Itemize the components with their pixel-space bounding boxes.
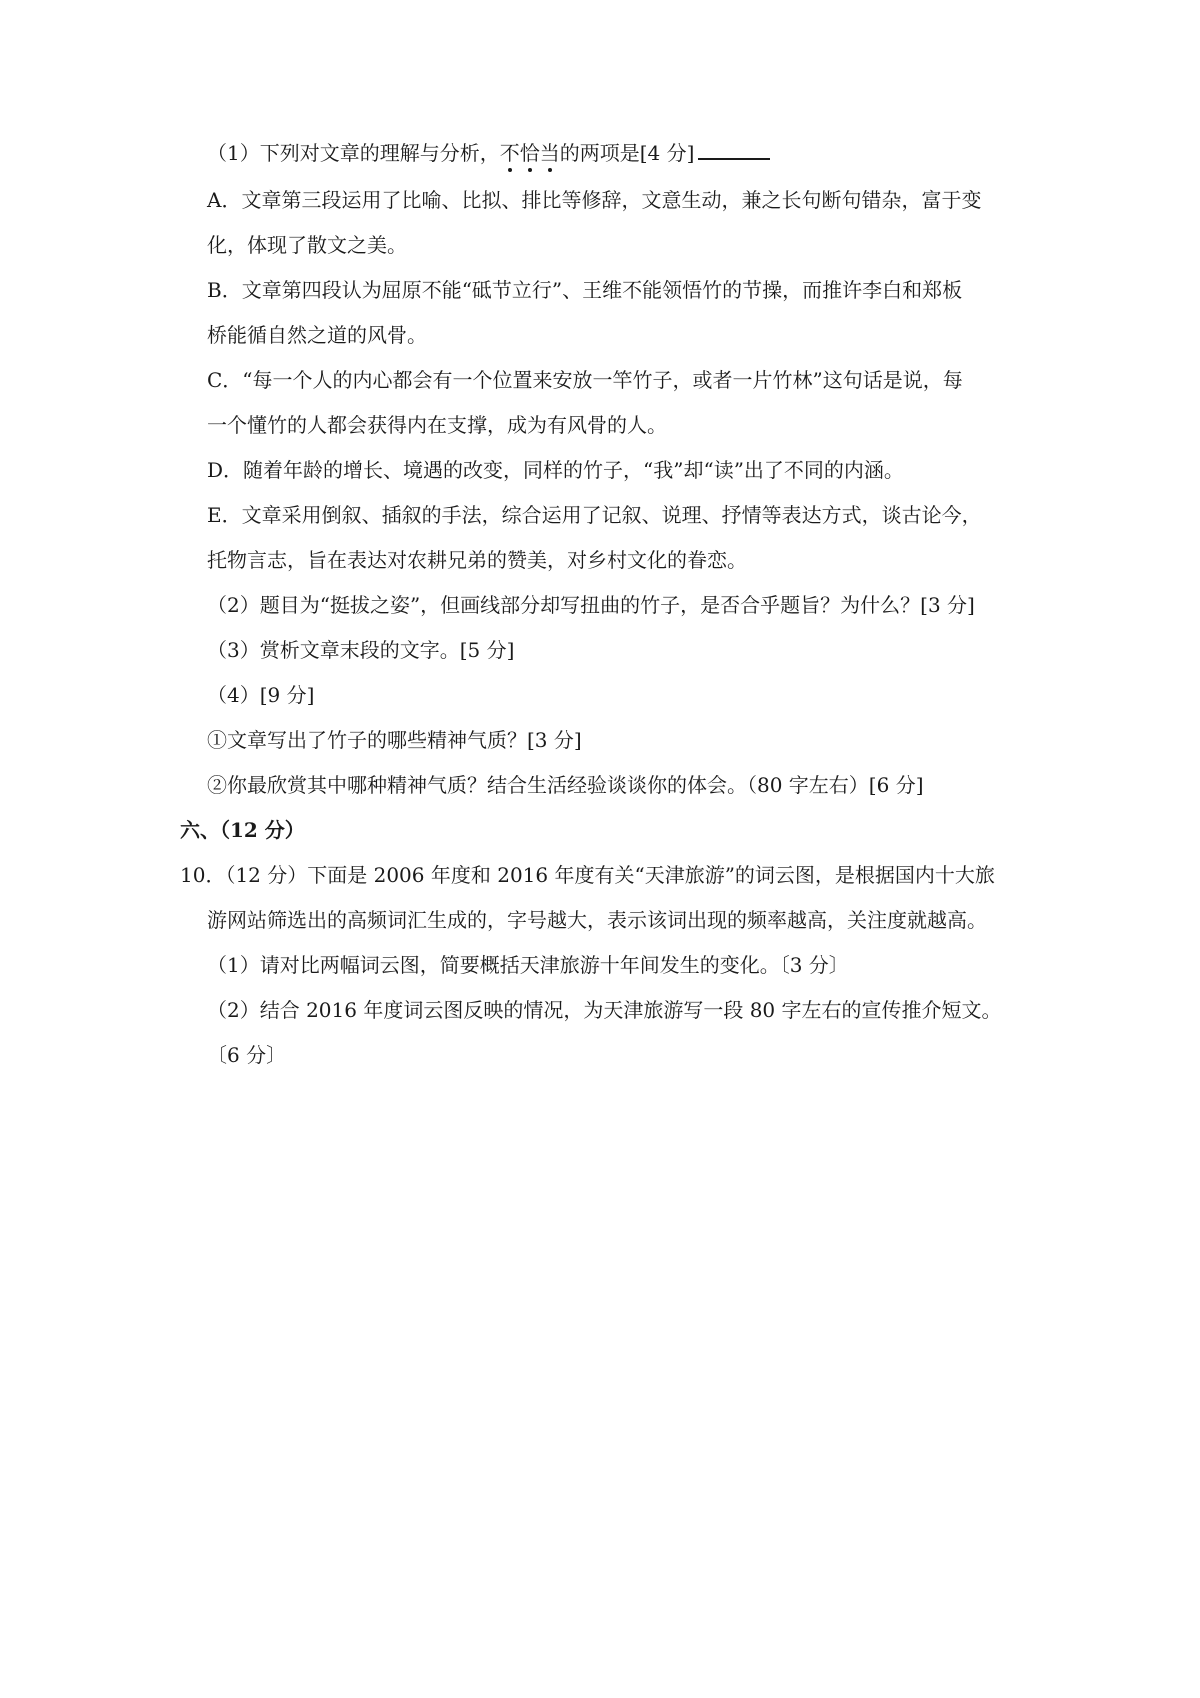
question-10-sub2: （2）结合 2016 年度词云图反映的情况，为天津旅游写一段 80 字左右的宣传推介短文。 xyxy=(207,998,1002,1022)
section-6-heading xyxy=(180,818,305,842)
q1-suffix: 的两项是[4 分] xyxy=(559,141,695,165)
answer-blank[interactable] xyxy=(698,138,770,160)
question-10-line2: 游网站筛选出的高频词汇生成的，字号越大，表示该词出现的频率越高，关注度就越高。 xyxy=(207,908,987,932)
q1-emphasis: 不恰当 xyxy=(500,141,560,165)
question-10-line1: 10．（12 分）下面是 2006 年度和 2016 年度有关“天津旅游”的词云图，是根据国内十大旅 xyxy=(180,863,995,887)
question-2: （2）题目为“挺拔之姿”，但画线部分却写扭曲的竹子，是否合乎题旨？为什么？[3 分] xyxy=(207,593,975,617)
option-e-line1: E．文章采用倒叙、插叙的手法，综合运用了记叙、说理、抒情等表达方式，谈古论今， xyxy=(207,503,982,527)
question-1-stem xyxy=(207,138,770,165)
option-c-line1: C．“每一个人的内心都会有一个位置来安放一竿竹子，或者一片竹林”这句话是说，每 xyxy=(207,368,963,392)
q1-prefix: （1）下列对文章的理解与分析， xyxy=(207,141,500,165)
option-b-line1: B．文章第四段认为屈原不能“砥节立行”、王维不能领悟竹的节操，而推许李白和郑板 xyxy=(207,278,963,302)
question-3: （3）赏析文章末段的文字。[5 分] xyxy=(207,638,515,662)
option-e-line2: 托物言志，旨在表达对农耕兄弟的赞美，对乡村文化的眷恋。 xyxy=(207,548,747,572)
question-4-sub2: ②你最欣赏其中哪种精神气质？结合生活经验谈谈你的体会。（80 字左右）[6 分] xyxy=(207,773,924,797)
section-6-score: （12 分） xyxy=(220,818,305,842)
section-6-prefix: 六、 xyxy=(180,818,220,842)
option-a-line1: A．文章第三段运用了比喻、比拟、排比等修辞，文意生动，兼之长句断句错杂，富于变 xyxy=(207,188,982,212)
question-10-sub2-tail: 〔6 分〕 xyxy=(207,1043,287,1067)
option-c-line2: 一个懂竹的人都会获得内在支撑，成为有风骨的人。 xyxy=(207,413,667,437)
question-4-title: （4）[9 分] xyxy=(207,683,315,707)
question-4-sub1: ①文章写出了竹子的哪些精神气质？[3 分] xyxy=(207,728,582,752)
question-10-sub1: （1）请对比两幅词云图，简要概括天津旅游十年间发生的变化。〔3 分〕 xyxy=(207,953,849,977)
option-a-line2: 化，体现了散文之美。 xyxy=(207,233,407,257)
option-d-line1: D．随着年龄的增长、境遇的改变，同样的竹子，“我”却“读”出了不同的内涵。 xyxy=(207,458,904,482)
option-b-line2: 桥能循自然之道的风骨。 xyxy=(207,323,427,347)
